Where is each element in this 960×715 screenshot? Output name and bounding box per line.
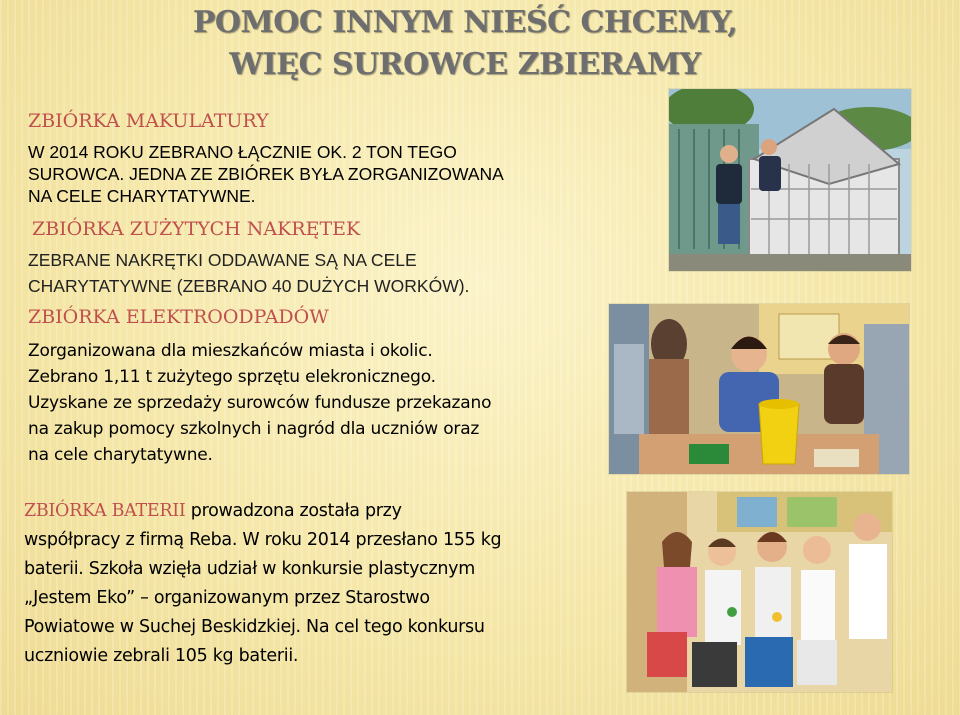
photo-classroom-ewaste [609, 304, 909, 474]
battery-heading: ZBIÓRKA BATERII [24, 501, 186, 521]
battery-line: baterii. Szkoła wzięła udział w konkursie plastycznym [24, 559, 475, 579]
ewaste-line: Zorganizowana dla mieszkańców miasta i okolic. [28, 341, 433, 361]
ewaste-heading: ZBIÓRKA ELEKTROODPADÓW [28, 306, 329, 328]
paper-line: W 2014 ROKU ZEBRANO ŁĄCZNIE OK. 2 TON TEGO [28, 142, 457, 162]
photo-paper-container [669, 89, 911, 271]
paper-heading: ZBIÓRKA MAKULATURY [28, 110, 269, 132]
battery-line: współpracy z firmą Reba. W roku 2014 przesłano 155 kg [24, 530, 502, 550]
battery-text [24, 497, 594, 671]
slide-title [160, 2, 770, 86]
battery-line: „Jestem Eko” – organizowanym przez Starostwo [24, 588, 430, 608]
ewaste-line: na cele charytatywne. [28, 445, 213, 465]
ewaste-line: Uzyskane ze sprzedaży surowców fundusze przekazano [28, 393, 492, 413]
ewaste-line: Zebrano 1,11 t zużytego sprzętu elekronicznego. [28, 367, 436, 387]
paper-text [28, 141, 588, 207]
battery-line: Powiatowe w Suchej Beskidzkiej. Na cel tego konkursu [24, 617, 485, 637]
caps-text [28, 247, 588, 299]
photo-children-batteries [627, 492, 892, 692]
battery-first-line [24, 497, 594, 526]
battery-line: uczniowie zebrali 105 kg baterii. [24, 646, 299, 666]
caps-line: ZEBRANE NAKRĘTKI ODDAWANE SĄ NA CELE [28, 250, 417, 270]
caps-line: CHARYTATYWNE (ZEBRANO 40 DUŻYCH WORKÓW). [28, 276, 470, 296]
title-line-2: WIĘC SUROWCE ZBIERAMY [229, 47, 701, 82]
paper-line: SUROWCA. JEDNA ZE ZBIÓREK BYŁA ZORGANIZOWANA [28, 164, 504, 184]
title-line-1: POMOC INNYM NIEŚĆ CHCEMY, [192, 5, 738, 40]
ewaste-text [28, 338, 588, 468]
paper-line: NA CELE CHARYTATYWNE. [28, 186, 256, 206]
ewaste-line: na zakup pomocy szkolnych i nagród dla uczniów oraz [28, 419, 480, 439]
caps-heading: ZBIÓRKA ZUŻYTYCH NAKRĘTEK [32, 218, 361, 240]
battery-first-rest: prowadzona została przy [185, 501, 402, 521]
